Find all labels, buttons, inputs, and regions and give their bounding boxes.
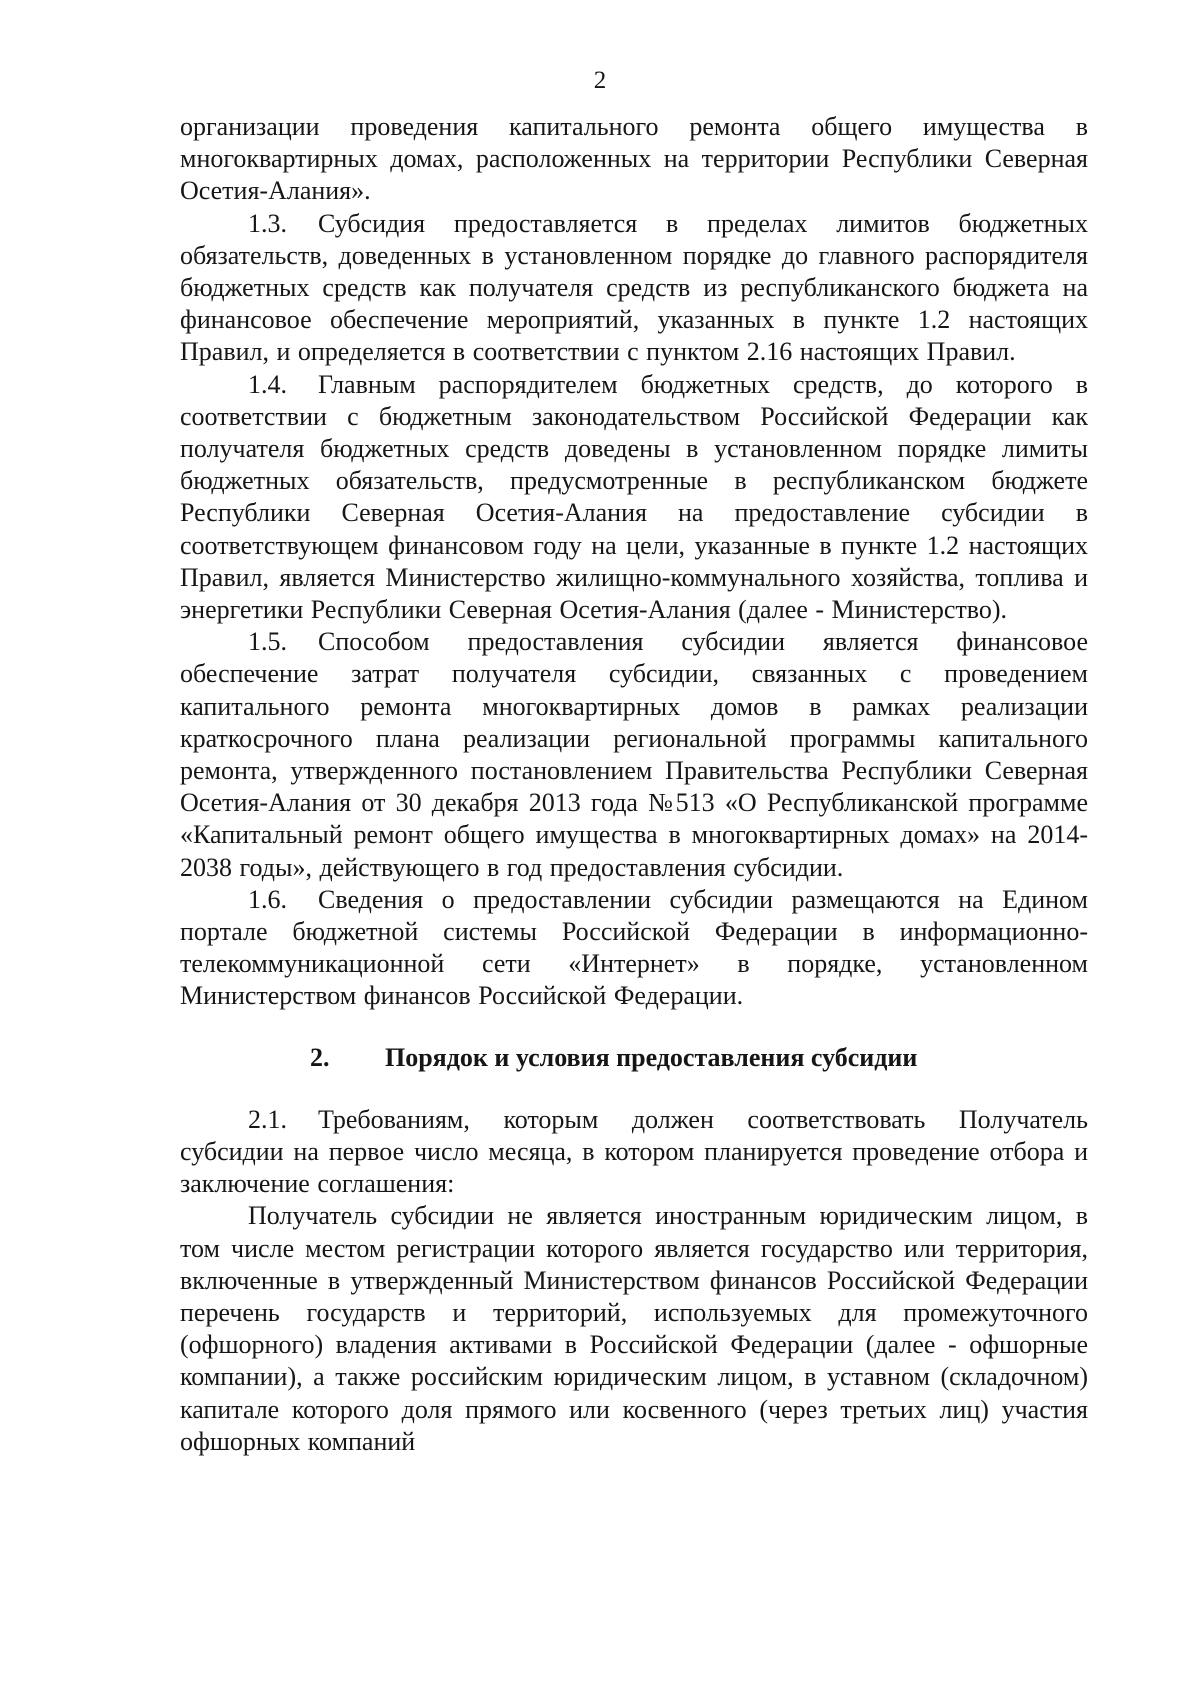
paragraph-1-6	[180, 884, 1088, 1013]
section-number: 2.	[310, 1042, 330, 1072]
clause-number: 1.6.	[248, 884, 287, 914]
clause-text: Субсидия предоставляется в пределах лимитов бюджетных обязательств, доведенных в установленном порядке до главного распорядителя бюджетных средств как получателя средств из республиканского бюджета на финансовое обеспечение мероприятий, указанных в пункте 1.2 настоящих Правил, и определяется в соответствии с пунктом 2.16 настоящих Правил.	[180, 208, 1088, 367]
paragraph-1-5	[180, 626, 1088, 884]
page-number: 2	[593, 67, 607, 94]
clause-number: 1.4.	[248, 369, 287, 399]
paragraph-intro: организации проведения капитального ремонта общего имущества в многоквартирных домах, расположенных на территории Республики Северная Осетия-Алания».	[180, 112, 1088, 206]
clause-number: 1.3.	[248, 208, 287, 238]
section-title: Порядок и условия предоставления субсидии	[385, 1042, 918, 1072]
paragraph-2-1-requirement: Получатель субсидии не является иностранным юридическим лицом, в том числе местом регистрации которого является государство или территория, включенные в утвержденный Министерством финансов Российской Федерации перечень государств и территорий, используемых для промежуточного (офшорного) владения активами в Российской Федерации (далее - офшорные компании), а также российским юридическим лицом, в уставном (складочном) капитале которого доля прямого или косвенного (через третьих лиц) участия офшорных компаний	[180, 1201, 1088, 1456]
clause-text: Способом предоставления субсидии является финансовое обеспечение затрат получателя субсидии, связанных с проведением капитального ремонта многоквартирных домов в рамках реализации краткосрочного плана реализации региональной программы капитального ремонта, утвержденного постановлением Правительства Республики Северная Осетия-Алания от 30 декабря 2013 года №513 «О Республиканской программе «Капитальный ремонт общего имущества в многоквартирных домах» на 2014-2038 годы», действующего в год предоставления субсидии.	[180, 627, 1088, 882]
clause-text: Сведения о предоставлении субсидии размещаются на Едином портале бюджетной системы Российской Федерации в информационно-телекоммуникационной сети «Интернет» в порядке, установленном Министерством финансов Российской Федерации.	[180, 884, 1088, 1011]
clause-number: 2.1.	[248, 1104, 287, 1134]
paragraph-2-1	[180, 1104, 1088, 1201]
clause-text: Требованиям, которым должен соответствовать Получатель субсидии на первое число месяца, в котором планируется проведение отбора и заключение соглашения:	[180, 1104, 1088, 1199]
paragraph-1-4	[180, 369, 1088, 627]
clause-number: 1.5.	[248, 627, 287, 657]
clause-text: Главным распорядителем бюджетных средств, до которого в соответствии с бюджетным законодательством Российской Федерации как получателя бюджетных средств доведены в установленном порядке лимиты бюджетных обязательств, предусмотренные в республиканском бюджете Республики Северная Осетия-Алания на предоставление субсидии в соответствующем финансовом году на цели, указанные в пункте 1.2 настоящих Правил, является Министерство жилищно-коммунального хозяйства, топлива и энергетики Республики Северная Осетия-Алания (далее - Министерство).	[180, 369, 1088, 625]
document-body	[180, 111, 1088, 1458]
section-heading	[180, 1042, 1088, 1074]
paragraph-1-3	[180, 208, 1088, 369]
